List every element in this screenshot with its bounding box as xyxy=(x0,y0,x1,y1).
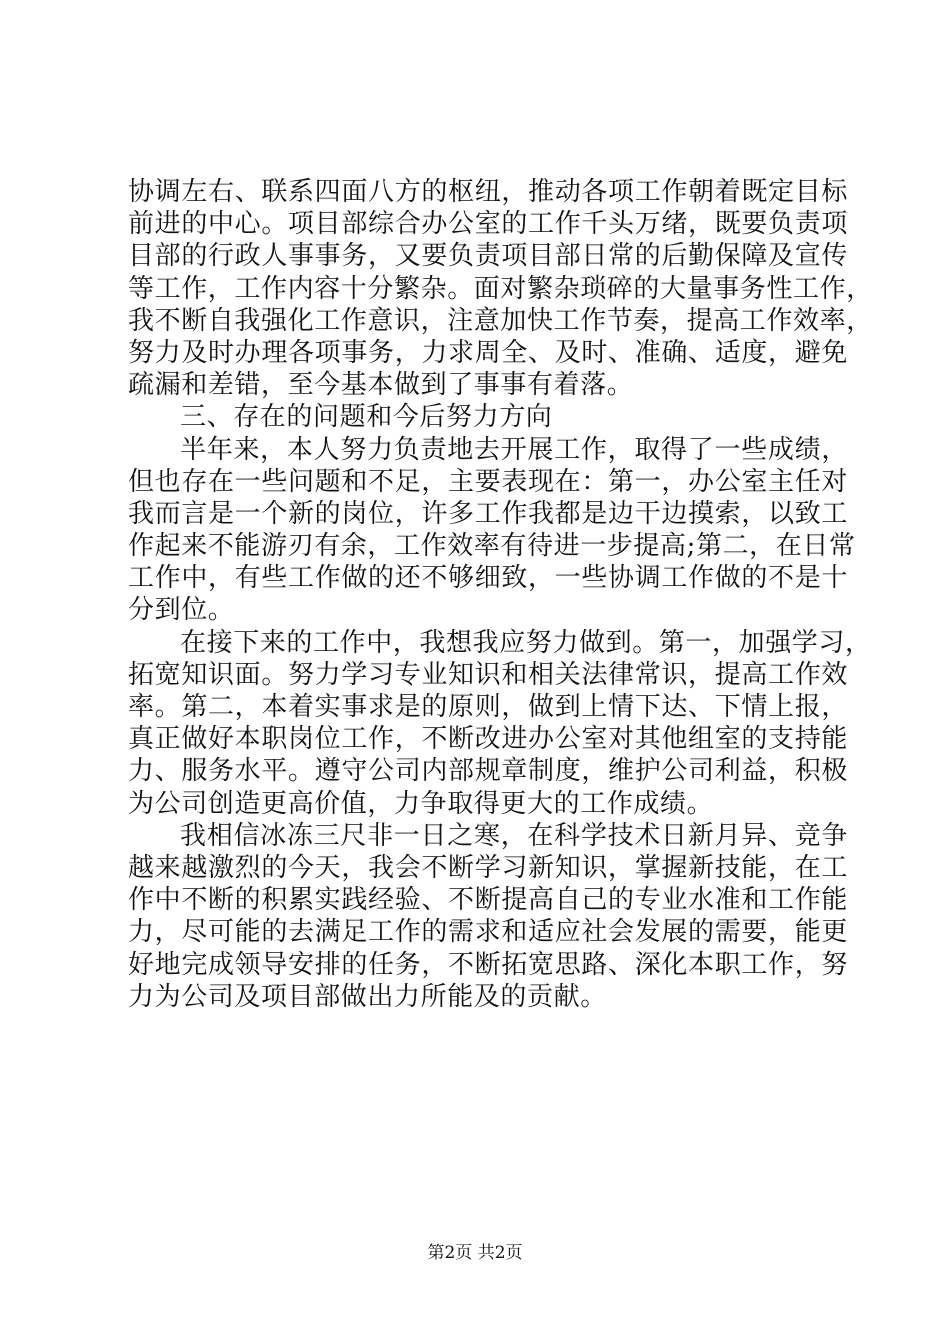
text-line: 分到位。 xyxy=(128,595,235,626)
text-line: 越来越激烈的今天，我会不断学习新知识，掌握新技能，在工 xyxy=(128,852,848,883)
text-line: 作起来不能游刃有余，工作效率有待进一步提高;第二，在日常 xyxy=(128,531,856,562)
text-line: 我相信冰冻三尺非一日之寒，在科学技术日新月异、竞争 xyxy=(180,820,848,851)
text-line: 协调左右、联系四面八方的枢纽，推动各项工作朝着既定目标 xyxy=(128,177,848,207)
text-line: 作中不断的积累实践经验、不断提高自己的专业水准和工作能 xyxy=(128,885,848,916)
text-line: 但也存在一些问题和不足，主要表现在：第一，办公室主任对 xyxy=(128,466,848,497)
text-line: 疏漏和差错，至今基本做到了事事有着落。 xyxy=(128,370,634,401)
text-line: 我而言是一个新的岗位，许多工作我都是边干边摸索，以致工 xyxy=(128,498,848,529)
text-line: 好地完成领导安排的任务，不断拓宽思路、深化本职工作，努 xyxy=(128,949,848,980)
text-line: 拓宽知识面。努力学习专业知识和相关法律常识，提高工作效 xyxy=(128,659,848,690)
body-text xyxy=(128,176,873,1013)
text-line: 目部的行政人事事务，又要负责项目部日常的后勤保障及宣传 xyxy=(128,241,848,272)
section-heading: 三、存在的问题和今后努力方向 xyxy=(180,402,553,433)
page-footer: 第2页 共2页 xyxy=(427,1243,523,1263)
text-line: 努力及时办理各项事务，力求周全、及时、准确、适度，避免 xyxy=(128,337,848,368)
text-line: 半年来，本人努力负责地去开展工作，取得了一些成绩， xyxy=(180,434,848,465)
text-line: 力、服务水平。遵守公司内部规章制度，维护公司利益，积极 xyxy=(128,756,848,787)
text-line: 真正做好本职岗位工作，不断改进办公室对其他组室的支持能 xyxy=(128,724,848,755)
text-line: 前进的中心。项目部综合办公室的工作千头万绪，既要负责项 xyxy=(128,209,848,240)
text-line: 我不断自我强化工作意识，注意加快工作节奏，提高工作效率， xyxy=(128,305,873,336)
text-line: 力为公司及项目部做出力所能及的贡献。 xyxy=(128,981,607,1012)
text-line: 工作中，有些工作做的还不够细致，一些协调工作做的不是十 xyxy=(128,563,848,594)
text-line: 在接下来的工作中，我想我应努力做到。第一，加强学习， xyxy=(180,627,872,658)
text-line: 率。第二，本着实事求是的原则，做到上情下达、下情上报， xyxy=(128,692,848,722)
text-line: 为公司创造更高价值，力争取得更大的工作成绩。 xyxy=(128,788,714,819)
text-line: 力，尽可能的去满足工作的需求和适应社会发展的需要，能更 xyxy=(128,917,848,948)
text-line: 等工作，工作内容十分繁杂。面对繁杂琐碎的大量事务性工作， xyxy=(128,273,873,304)
